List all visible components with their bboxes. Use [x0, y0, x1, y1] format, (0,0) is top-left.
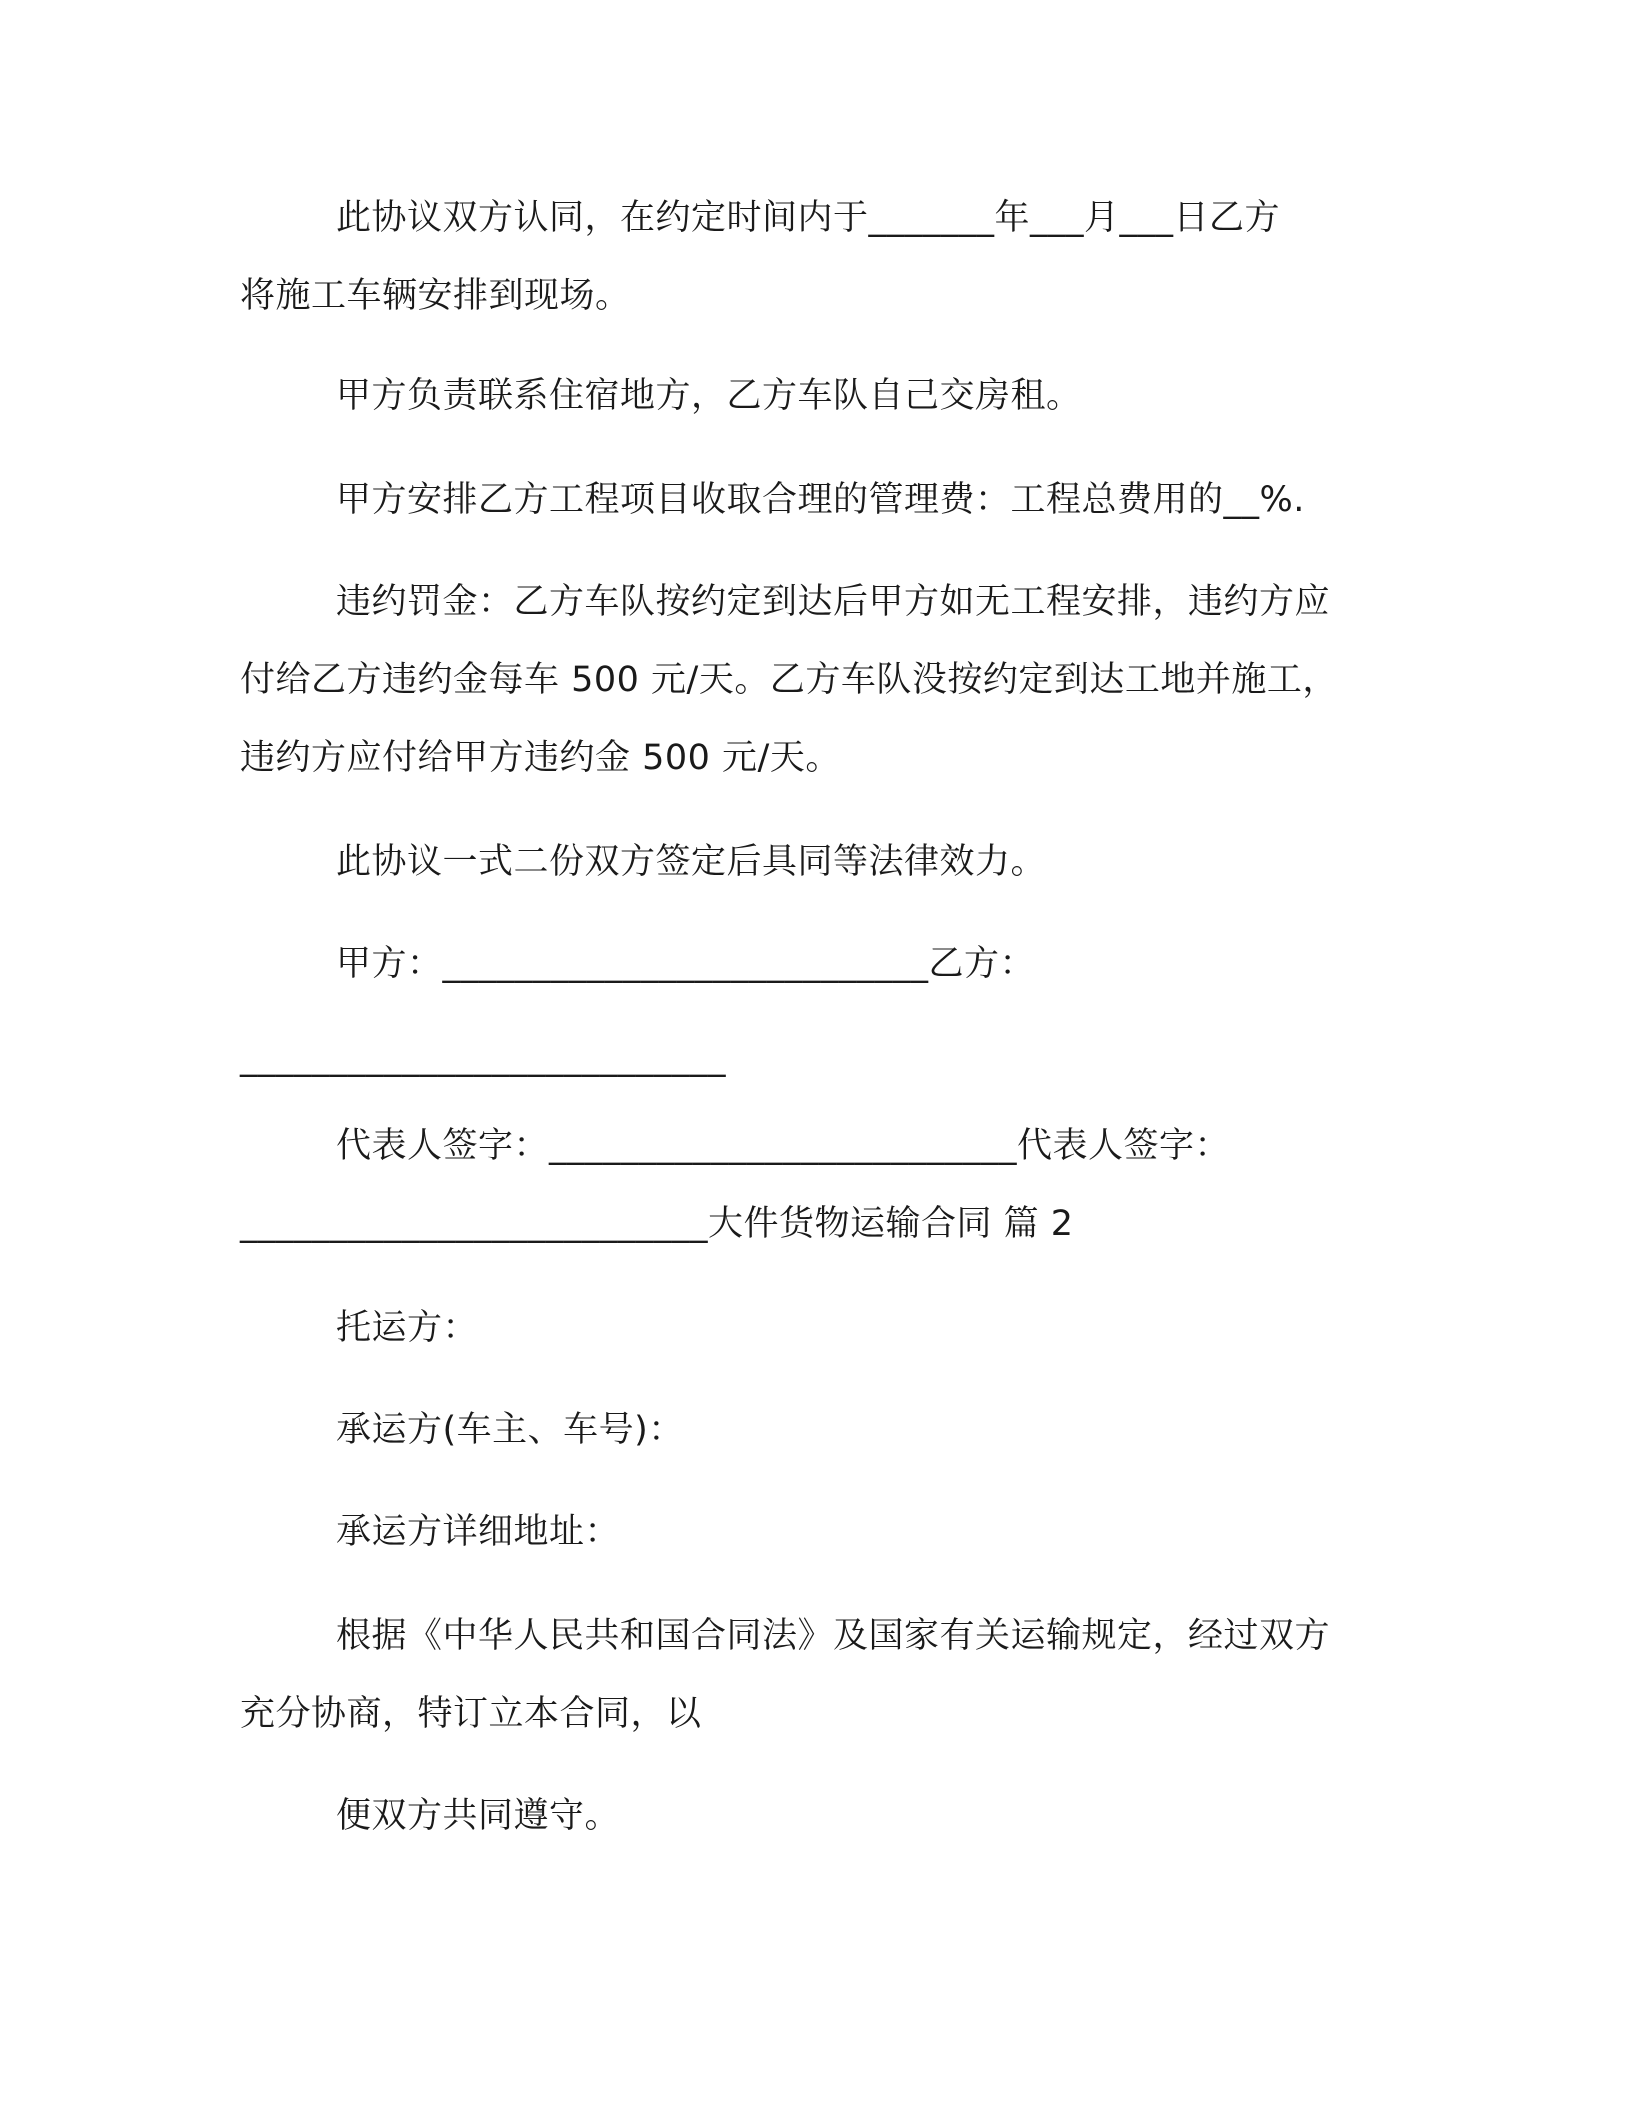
signature-parties-line-1: 甲方：___________________________乙方： [336, 944, 1036, 984]
paragraph-penalty-line-2: 付给乙方违约金每车 500 元/天。乙方车队没按约定到达工地并施工， [240, 660, 1338, 700]
paragraph-penalty-line-1: 违约罚金：乙方车队按约定到达后甲方如无工程安排，违约方应 [336, 582, 1331, 622]
paragraph-penalty-line-3: 违约方应付给甲方违约金 500 元/天。 [240, 738, 841, 778]
carrier-address-label: 承运方详细地址： [336, 1512, 621, 1552]
paragraph-arrival-date-line-2: 将施工车辆安排到现场。 [240, 276, 631, 316]
shipper-label: 托运方： [336, 1308, 479, 1348]
paragraph-legal-basis-line-1: 根据《中华人民共和国合同法》及国家有关运输规定，经过双方 [336, 1616, 1331, 1656]
paragraph-arrival-date-line-1: 此协议双方认同，在约定时间内于_______年___月___日乙方 [336, 198, 1281, 238]
paragraph-legal-basis-line-2: 充分协商，特订立本合同，以 [240, 1694, 702, 1734]
paragraph-accommodation: 甲方负责联系住宿地方，乙方车队自己交房租。 [336, 376, 1082, 416]
paragraph-copies: 此协议一式二份双方签定后具同等法律效力。 [336, 842, 1047, 882]
signature-representatives-line-2: __________________________大件货物运输合同 篇 2 [240, 1204, 1074, 1244]
paragraph-management-fee: 甲方安排乙方工程项目收取合理的管理费：工程总费用的__%. [336, 480, 1305, 520]
signature-representatives-line-1: 代表人签字：__________________________代表人签字： [336, 1126, 1231, 1166]
carrier-label: 承运方(车主、车号)： [336, 1410, 684, 1450]
paragraph-mutual-compliance: 便双方共同遵守。 [336, 1796, 621, 1836]
signature-parties-line-2: ___________________________ [240, 1038, 726, 1078]
